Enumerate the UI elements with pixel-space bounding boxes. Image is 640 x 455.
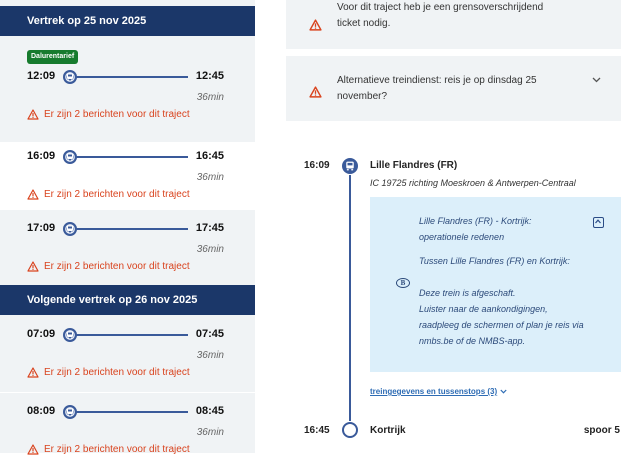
departure-time: 12:09	[27, 70, 56, 82]
disruption-body-line: nmbs.be of de NMBS-app.	[419, 336, 526, 346]
alert-line: Voor dit traject heb je een grensoverschrijdend	[337, 2, 544, 13]
day-header-label: Volgende vertrek op 26 nov 2025	[27, 294, 198, 306]
alert-text	[337, 73, 562, 105]
trip-messages-notice	[27, 367, 190, 378]
trip-messages-notice	[27, 109, 190, 120]
alert-line: Alternatieve treindienst: reis je op dinsdag 25	[337, 75, 537, 86]
trip-message-text: Er zijn 2 berichten voor dit traject	[44, 367, 190, 378]
disruption-body-line: Luister naar de aankondigingen,	[419, 304, 548, 314]
trip-row-1209[interactable]	[0, 36, 255, 142]
train-icon	[63, 70, 77, 84]
alert-alternative-service[interactable]	[286, 56, 621, 121]
trip-row-0809[interactable]	[0, 393, 255, 453]
alert-line: ticket nodig.	[337, 18, 391, 29]
train-icon	[342, 158, 358, 174]
trip-message-text: Er zijn 2 berichten voor dit traject	[44, 261, 190, 272]
alert-line: november?	[337, 91, 388, 102]
trip-track	[63, 328, 188, 342]
chevron-down-icon	[500, 389, 507, 394]
trip-track	[63, 70, 188, 84]
nmbs-logo-icon: B	[396, 278, 410, 288]
day-header-25-nov	[0, 6, 255, 36]
collapse-button[interactable]	[593, 217, 604, 228]
trip-messages-notice	[27, 261, 190, 272]
disruption-section: Tussen Lille Flandres (FR) en Kortrijk:	[419, 256, 570, 266]
day-header-26-nov	[0, 285, 255, 315]
platform-number: spoor 5	[583, 425, 620, 436]
disruption-info-box	[370, 197, 621, 372]
warning-icon	[27, 261, 39, 272]
trip-message-text: Er zijn 2 berichten voor dit traject	[44, 444, 190, 455]
train-icon	[63, 328, 77, 342]
alert-text	[337, 0, 562, 32]
arrival-station: Kortrijk	[370, 425, 406, 436]
departure-time: 08:09	[27, 405, 56, 417]
disruption-body-line: Deze trein is afgeschaft.	[419, 288, 516, 298]
journey-departure-time: 16:09	[304, 160, 330, 171]
day-header-label: Vertrek op 25 nov 2025	[27, 15, 147, 27]
warning-icon	[309, 86, 322, 98]
details-link-label[interactable]: treingegevens en tussenstops (3)	[370, 387, 498, 396]
trip-duration: 36min	[196, 92, 224, 103]
journey-arrival-time: 16:45	[304, 425, 330, 436]
warning-icon	[27, 444, 39, 455]
warning-icon	[27, 189, 39, 200]
warning-icon	[27, 109, 39, 120]
off-peak-badge: Dalurentarief	[27, 50, 78, 64]
disruption-title-line: Lille Flandres (FR) - Kortrijk:	[419, 216, 532, 226]
disruption-title	[419, 213, 532, 245]
arrival-stop-icon	[342, 422, 358, 438]
trip-message-text: Er zijn 2 berichten voor dit traject	[44, 109, 190, 120]
departure-time: 16:09	[27, 150, 56, 162]
trip-duration: 36min	[196, 427, 224, 438]
chevron-up-icon	[595, 219, 601, 224]
trip-list-panel	[0, 0, 255, 455]
arrival-time: 17:45	[195, 222, 224, 234]
trip-messages-notice	[27, 189, 190, 200]
disruption-title-line: operationele redenen	[419, 232, 505, 242]
warning-icon	[309, 19, 322, 31]
train-details-link[interactable]	[370, 387, 507, 396]
train-icon	[63, 150, 77, 164]
alert-cross-border-ticket	[286, 0, 621, 49]
trip-messages-notice	[27, 444, 190, 455]
trip-track	[63, 150, 188, 164]
trip-duration: 36min	[196, 172, 224, 183]
trip-track	[63, 405, 188, 419]
trip-row-1609[interactable]	[0, 142, 255, 210]
departure-station: Lille Flandres (FR)	[370, 160, 458, 171]
train-info: IC 19725 richting Moeskroen & Antwerpen-Centraal	[370, 178, 576, 188]
trip-duration: 36min	[196, 350, 224, 361]
arrival-time: 16:45	[195, 150, 224, 162]
chevron-down-icon[interactable]	[592, 77, 601, 83]
disruption-body	[419, 285, 584, 349]
train-icon	[63, 222, 77, 236]
trip-duration: 36min	[196, 244, 224, 255]
arrival-time: 12:45	[195, 70, 224, 82]
departure-time: 17:09	[27, 222, 56, 234]
trip-row-1709[interactable]	[0, 210, 255, 284]
arrival-time: 07:45	[195, 328, 224, 340]
warning-icon	[27, 367, 39, 378]
departure-time: 07:09	[27, 328, 56, 340]
train-icon	[63, 405, 77, 419]
journey-timeline	[349, 175, 351, 421]
arrival-time: 08:45	[195, 405, 224, 417]
disruption-body-line: raadpleeg de schermen of plan je reis via	[419, 320, 584, 330]
trip-message-text: Er zijn 2 berichten voor dit traject	[44, 189, 190, 200]
trip-track	[63, 222, 188, 236]
trip-row-0709[interactable]	[0, 316, 255, 393]
